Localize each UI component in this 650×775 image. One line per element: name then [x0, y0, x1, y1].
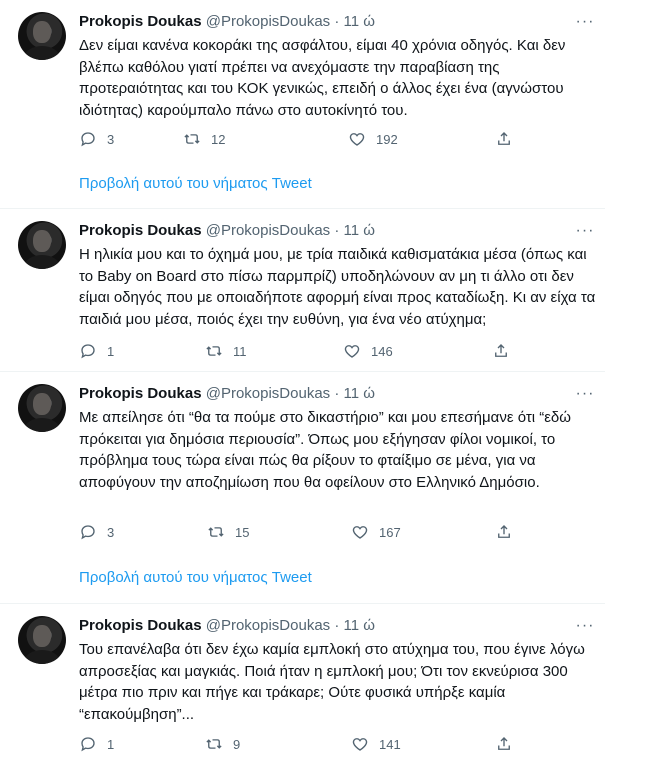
timestamp[interactable]: 11 ώ: [343, 222, 375, 239]
heart-icon: [343, 342, 361, 360]
author-handle[interactable]: @ProkopisDoukas: [205, 222, 331, 239]
action-bar: [79, 734, 599, 754]
tweet[interactable]: [0, 209, 605, 369]
retweet-count: 15: [235, 524, 250, 540]
like-button[interactable]: [351, 734, 401, 754]
share-button[interactable]: [495, 129, 523, 149]
share-button[interactable]: [495, 734, 523, 754]
share-icon: [495, 735, 513, 753]
like-count: 146: [371, 343, 393, 359]
tweet-header: [79, 616, 375, 636]
avatar[interactable]: [18, 616, 66, 664]
share-icon: [495, 523, 513, 541]
author-handle[interactable]: @ProkopisDoukas: [205, 13, 331, 30]
retweet-button[interactable]: [205, 734, 240, 754]
share-button[interactable]: [492, 341, 520, 361]
author-handle[interactable]: @ProkopisDoukas: [205, 617, 331, 634]
reply-icon: [79, 523, 97, 541]
tweet-text: Δεν είμαι κανένα κοκοράκι της ασφάλτου, είμαι 40 χρόνια οδηγός. Και δεν βλέπω καθόλου γιατί πρέπει να ανεχόμαστε την παραβίαση της προτεραιότητας και του ΚΟΚ γενικώς, επειδή ο άλλος έχει ένα (αγνώστου ιδιότητας) καρούμπαλο πάνω στο αυτοκίνητό του.: [79, 37, 566, 119]
author-name[interactable]: Prokopis Doukas: [79, 13, 202, 30]
heart-icon: [351, 523, 369, 541]
reply-count: 3: [107, 524, 115, 540]
tweet-text: Του επανέλαβα ότι δεν έχω καμία εμπλοκή στο ατύχημα του, που έγινε λόγω απροσεξίας και μαγκιάς. Ποιά ήταν η εμπλοκή μου; Ότι τον εκνεύρισα 300 μέτρα πιο πριν και πήγε και τράκαρε; Ούτε φυσικά υπήρξε καμία “επακούμβηση”...: [79, 641, 585, 723]
reply-count: 1: [107, 736, 115, 752]
heart-icon: [351, 735, 369, 753]
author-name[interactable]: Prokopis Doukas: [79, 617, 202, 634]
author-name[interactable]: Prokopis Doukas: [79, 222, 202, 239]
avatar[interactable]: [18, 12, 66, 60]
heart-icon: [348, 130, 366, 148]
action-bar: [79, 129, 599, 149]
reply-button[interactable]: [79, 129, 114, 149]
more-options-icon[interactable]: ···: [575, 13, 595, 30]
tweet-header: [79, 384, 375, 404]
timestamp[interactable]: 11 ώ: [343, 385, 375, 402]
retweet-icon: [183, 130, 201, 148]
tweet-header: [79, 221, 375, 241]
retweet-icon: [205, 735, 223, 753]
like-count: 167: [379, 524, 401, 540]
show-thread-link[interactable]: Προβολή αυτού του νήματος Tweet: [79, 569, 312, 586]
separator-dot: ·: [334, 222, 340, 239]
reply-icon: [79, 735, 97, 753]
share-icon: [492, 342, 510, 360]
separator-dot: ·: [334, 617, 340, 634]
action-bar: [79, 341, 599, 361]
like-button[interactable]: [348, 129, 398, 149]
reply-count: 1: [107, 343, 115, 359]
retweet-icon: [207, 523, 225, 541]
reply-button[interactable]: [79, 522, 114, 542]
retweet-count: 9: [233, 736, 241, 752]
timestamp[interactable]: 11 ώ: [343, 617, 375, 634]
reply-button[interactable]: [79, 341, 114, 361]
retweet-button[interactable]: [205, 341, 247, 361]
retweet-icon: [205, 342, 223, 360]
author-handle[interactable]: @ProkopisDoukas: [205, 385, 331, 402]
share-button[interactable]: [495, 522, 523, 542]
avatar[interactable]: [18, 221, 66, 269]
share-icon: [495, 130, 513, 148]
more-options-icon[interactable]: ···: [575, 222, 595, 239]
tweet-text: Με απείλησε ότι “θα τα πούμε στο δικαστήριο” και μου επεσήμανε ότι “εδώ πρόκειται για δημόσια περιουσία”. Όπως μου εξήγησαν φίλοι νομικοί, το πρόβλημα τους τώρα είναι πώς θα ρίξουν το φταίξιμο σε μένα, για να αποφύγουν την αποζημίωση που θα οφείλουν στο Ελληνικό Δημόσιο.: [79, 409, 571, 491]
show-thread-link[interactable]: Προβολή αυτού του νήματος Tweet: [79, 175, 312, 192]
tweet[interactable]: [0, 604, 605, 775]
separator-dot: ·: [334, 13, 340, 30]
reply-count: 3: [107, 131, 115, 147]
action-bar: [79, 522, 599, 542]
like-button[interactable]: [343, 341, 393, 361]
like-button[interactable]: [351, 522, 401, 542]
more-options-icon[interactable]: ···: [575, 617, 595, 634]
tweet-text: Η ηλικία μου και το όχημά μου, με τρία παιδικά καθισματάκια μέσα (όπως και το Baby on Board στο πίσω παρμπρίζ) υποδηλώνουν αν μη τι άλλο οτι δεν είμαι οδηγός που με οποιαδήποτε αφορμή είναι προς καταδίωξη. Κι αν είχα τα παιδιά μου μέσα, ποιός έχει την ευθύνη, για ένα νέο ατύχημα;: [79, 246, 596, 328]
tweet-header: [79, 12, 375, 32]
timestamp[interactable]: 11 ώ: [343, 13, 375, 30]
avatar[interactable]: [18, 384, 66, 432]
retweet-count: 12: [211, 131, 226, 147]
retweet-button[interactable]: [183, 129, 225, 149]
like-count: 141: [379, 736, 401, 752]
author-name[interactable]: Prokopis Doukas: [79, 385, 202, 402]
more-options-icon[interactable]: ···: [575, 385, 595, 402]
reply-icon: [79, 342, 97, 360]
reply-button[interactable]: [79, 734, 114, 754]
retweet-button[interactable]: [207, 522, 249, 542]
tweet[interactable]: [0, 0, 605, 205]
retweet-count: 11: [233, 343, 247, 359]
separator-dot: ·: [334, 385, 340, 402]
like-count: 192: [376, 131, 398, 147]
tweet[interactable]: [0, 372, 605, 600]
reply-icon: [79, 130, 97, 148]
